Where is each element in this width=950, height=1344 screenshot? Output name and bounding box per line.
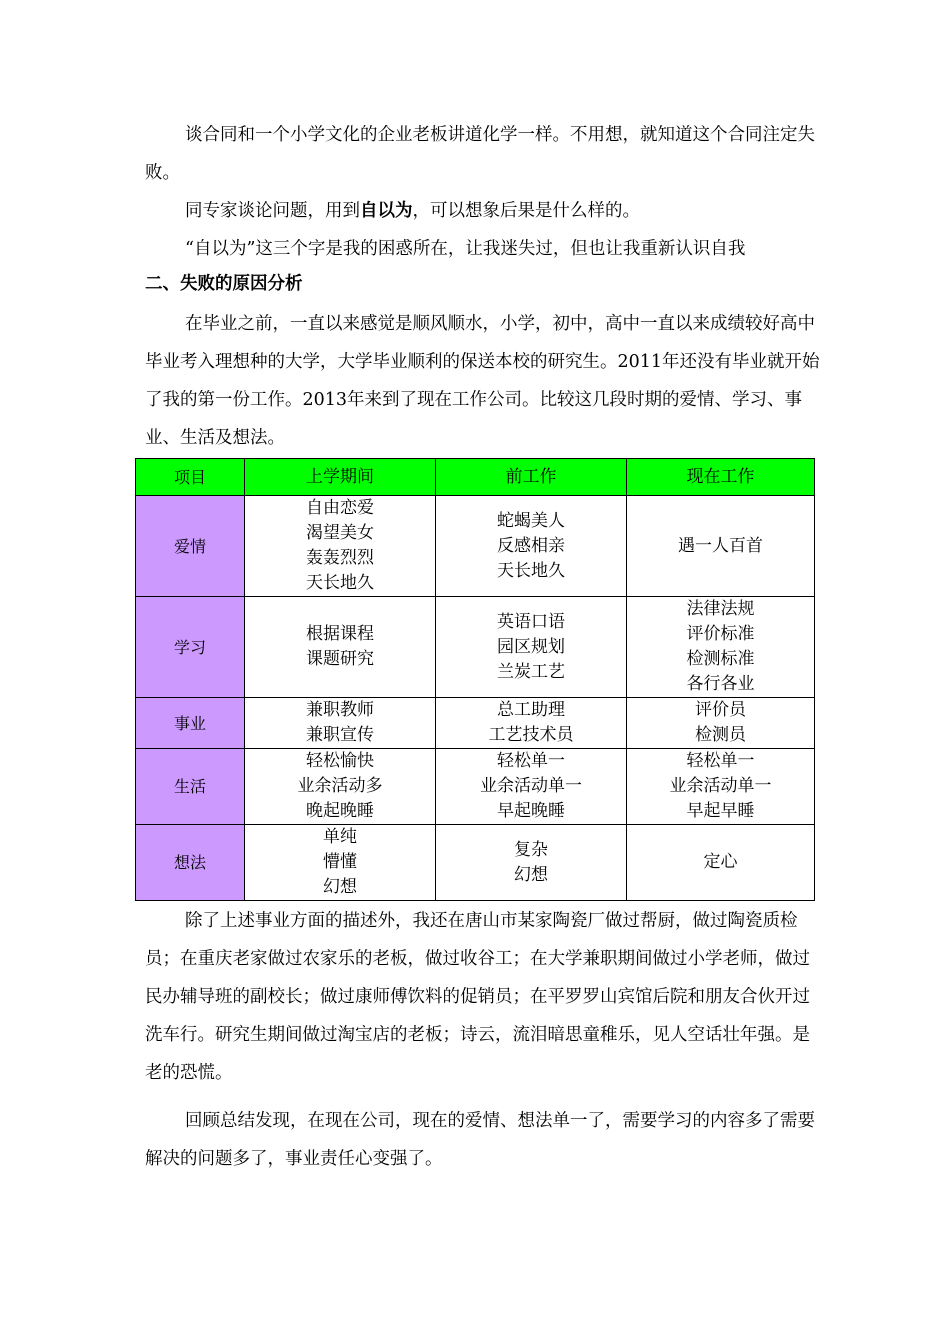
table-cell-line: 业余活动多	[297, 776, 383, 796]
section-paragraph-1: 在毕业之前，一直以来感觉是顺风顺水，小学，初中，高中一直以来成绩较好高中毕业考入理想种的大学，大学毕业顺利的保送本校的研究生。2011年还没有毕业就开始了我的第一份工作。2013年来到了现在工作公司。比较这几段时期的爱情、学习、事业、生活及想法。	[145, 314, 820, 448]
table-cell-prev	[436, 698, 627, 749]
table-cell-line: 复杂	[514, 839, 548, 860]
after-paragraph-2: 回顾总结发现，在现在公司，现在的爱情、想法单一了，需要学习的内容多了需要解决的问题多了，事业责任心变强了。	[145, 1111, 815, 1169]
intro-paragraph-1: 谈合同和一个小学文化的企业老板讲道化学一样。不用想，就知道这个合同注定失败。	[145, 125, 815, 183]
intro-paragraph-3: “自以为”这三个字是我的困惑所在，让我迷失过，但也让我重新认识自我	[185, 239, 746, 259]
table-row	[136, 597, 815, 698]
table-cell-line: 各行各业	[686, 674, 755, 694]
table-cell-line: 业余活动单一	[480, 776, 582, 796]
section-heading: 二、失败的原因分析	[145, 274, 303, 294]
table-cell-line: 法律法规	[686, 599, 755, 619]
table-cell-line: 兼职教师	[306, 700, 374, 720]
table-cell-school	[245, 597, 436, 698]
intro-p2-bold: 自以为	[360, 201, 413, 221]
table-cell-line: 天长地久	[497, 560, 565, 581]
table-cell-line: 轻松单一	[686, 751, 755, 771]
table-cell-prev	[436, 597, 627, 698]
table-cell-line: 晚起晚睡	[306, 801, 374, 821]
table-cell-line: 遇一人百首	[678, 535, 763, 556]
table-cell-line: 兼职宣传	[306, 725, 374, 745]
table-cell-line: 反感相亲	[497, 535, 565, 556]
table-cell-line: 天长地久	[306, 573, 374, 593]
table-header-cell: 项目	[136, 459, 245, 496]
table-cell-now	[627, 825, 815, 901]
table-row	[136, 698, 815, 749]
table-cell-school	[245, 698, 436, 749]
table-row-label: 事业	[136, 698, 245, 749]
table-row-label: 学习	[136, 597, 245, 698]
table-cell-line: 根据课程	[306, 624, 374, 644]
comparison-table	[135, 458, 815, 901]
intro-p2-before: 同专家谈论问题，用到	[185, 201, 360, 221]
table-cell-line: 评价标准	[686, 624, 755, 644]
table-cell-line: 幻想	[323, 877, 357, 897]
table-header-row	[136, 459, 815, 496]
table-header-cell: 前工作	[436, 459, 627, 496]
table-cell-line: 早起晚睡	[497, 801, 565, 821]
table-cell-line: 定心	[703, 852, 738, 872]
table-header-cell: 上学期间	[245, 459, 436, 496]
table-cell-line: 检测标准	[686, 649, 755, 669]
table-cell-line: 自由恋爱	[306, 498, 374, 518]
intro-p2-after: ，可以想象后果是什么样的。	[412, 201, 640, 221]
table-cell-line: 评价员	[695, 700, 746, 720]
table-cell-now	[627, 496, 815, 597]
table-cell-line: 轻松愉快	[306, 751, 374, 771]
table-cell-line: 检测员	[695, 725, 746, 745]
table-cell-line: 轰轰烈烈	[306, 548, 374, 568]
table-cell-school	[245, 825, 436, 901]
table-cell-line: 幻想	[514, 864, 548, 885]
table-cell-line: 业余活动单一	[669, 776, 772, 796]
table-cell-line: 总工助理	[497, 700, 565, 720]
table-row	[136, 825, 815, 901]
table-cell-now	[627, 749, 815, 825]
table-cell-line: 园区规划	[497, 636, 565, 657]
table-cell-now	[627, 698, 815, 749]
table-cell-line: 渴望美女	[306, 523, 374, 543]
table-cell-school	[245, 496, 436, 597]
table-cell-line: 单纯	[323, 827, 357, 847]
table-cell-line: 轻松单一	[497, 751, 565, 771]
table-cell-school	[245, 749, 436, 825]
table-cell-line: 工艺技术员	[488, 725, 574, 745]
table-cell-line: 蛇蝎美人	[497, 510, 565, 531]
table-cell-line: 课题研究	[306, 649, 374, 669]
table-cell-line: 早起早睡	[686, 801, 755, 821]
table-cell-now	[627, 597, 815, 698]
intro-paragraph-2	[145, 192, 820, 230]
after-paragraph-1: 除了上述事业方面的描述外，我还在唐山市某家陶瓷厂做过帮厨，做过陶瓷质检员；在重庆老家做过农家乐的老板，做过收谷工；在大学兼职期间做过小学老师，做过民办辅导班的副校长；做过康师傅饮料的促销员；在平罗罗山宾馆后院和朋友合伙开过洗车行。研究生期间做过淘宝店的老板；诗云，流泪暗思童稚乐，见人空话壮年强。是老的恐慌。	[145, 911, 810, 1083]
table-cell-line: 懵懂	[323, 852, 357, 872]
table-row	[136, 496, 815, 597]
table-header-cell: 现在工作	[627, 459, 815, 496]
table-cell-prev	[436, 825, 627, 901]
table-cell-line: 英语口语	[497, 611, 565, 632]
table-row-label: 爱情	[136, 496, 245, 597]
table-row-label: 生活	[136, 749, 245, 825]
table-row	[136, 749, 815, 825]
table-cell-line: 兰炭工艺	[497, 661, 565, 682]
table-cell-prev	[436, 749, 627, 825]
table-cell-prev	[436, 496, 627, 597]
table-body	[136, 496, 815, 901]
table-row-label: 想法	[136, 825, 245, 901]
